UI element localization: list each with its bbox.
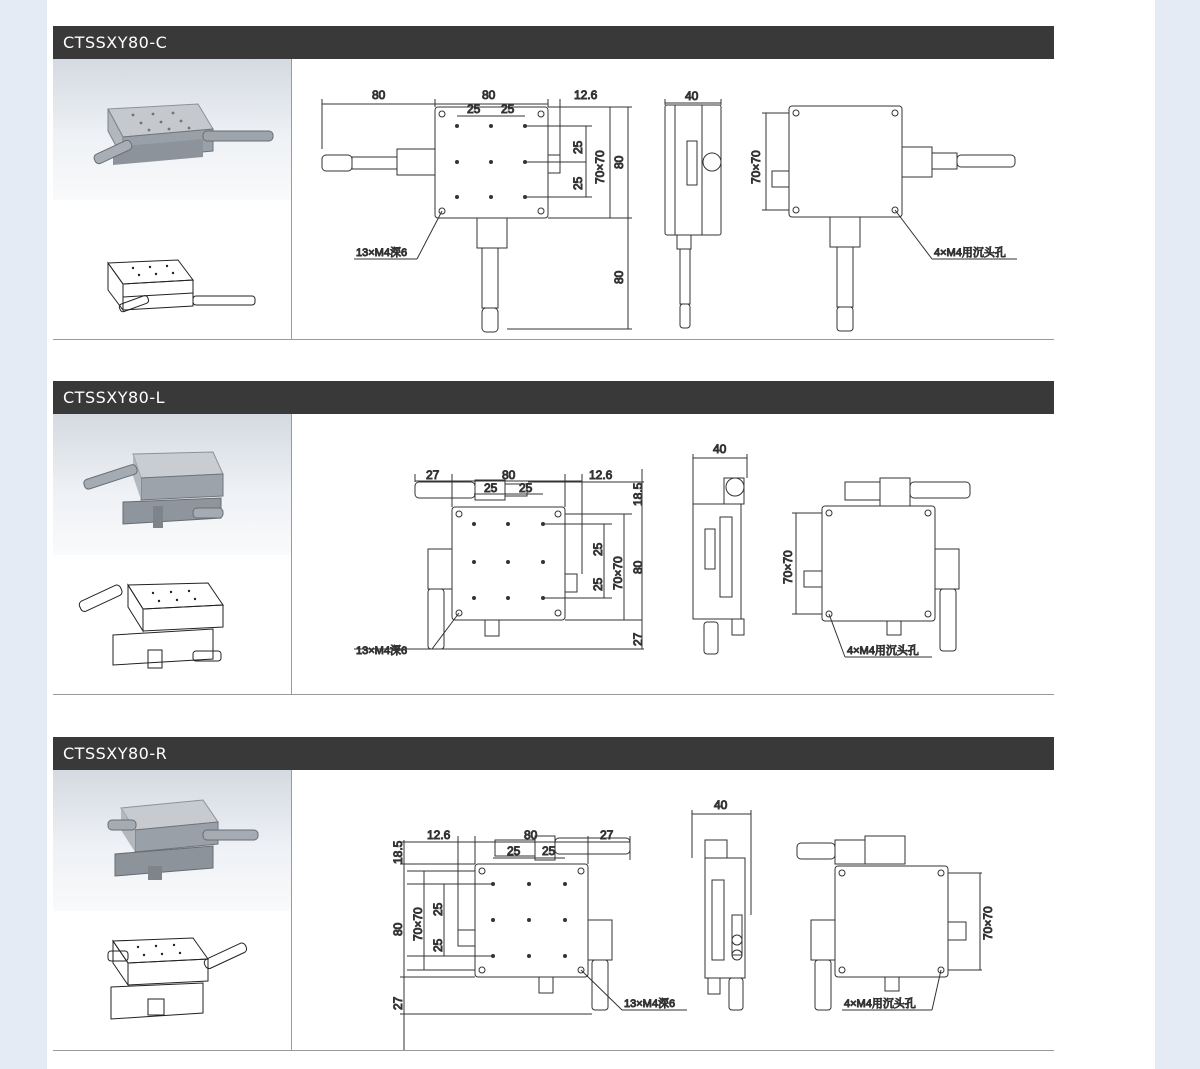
dim-bottom-offset: 27 xyxy=(391,996,405,1010)
dim-side-thickness: 40 xyxy=(713,442,727,456)
stage-line-drawing-icon xyxy=(53,555,291,695)
section-title: CTSSXY80-R xyxy=(63,744,168,763)
stage-photo-icon xyxy=(53,770,291,911)
section-title: CTSSXY80-C xyxy=(63,33,168,52)
dim-plate-height: 80 xyxy=(612,155,626,169)
note-mount-holes: 4×M4用沉头孔 xyxy=(847,645,919,657)
dim-hole-pitch-a: 25 xyxy=(507,844,521,858)
dim-right-pattern: 70×70 xyxy=(981,906,995,940)
note-tapped-holes: 13×M4深6 xyxy=(356,645,408,657)
note-tapped-holes: 13×M4深6 xyxy=(356,247,408,259)
dim-right-width: 27 xyxy=(600,828,614,842)
stage-photo-icon xyxy=(53,59,291,200)
stage-photo-icon xyxy=(53,414,291,555)
dim-plate-width: 80 xyxy=(524,828,538,842)
note-mount-holes: 4×M4用沉头孔 xyxy=(934,247,1006,259)
dimension-drawing xyxy=(292,414,1054,695)
dim-offset: 12.6 xyxy=(589,468,613,482)
dim-left-offset: 12.6 xyxy=(427,828,451,842)
dim-mount-pattern: 70×70 xyxy=(611,556,625,590)
section-header xyxy=(53,737,1054,770)
dim-side-thickness: 40 xyxy=(714,798,728,812)
dim-left-width: 27 xyxy=(426,468,440,482)
dim-v-pitch-a: 25 xyxy=(431,902,445,916)
dim-plate-height: 80 xyxy=(631,560,645,574)
product-section-c xyxy=(53,26,1054,340)
dim-top-offset: 18.5 xyxy=(391,840,405,864)
dim-v-pitch-b: 25 xyxy=(571,176,585,190)
section-bottom-rule xyxy=(53,694,1054,695)
dim-plate-width: 80 xyxy=(482,88,496,102)
product-section-r xyxy=(53,737,1054,1051)
dim-v-pitch-a: 25 xyxy=(591,542,605,556)
stage-line-drawing-icon xyxy=(53,911,291,1051)
dim-offset: 12.6 xyxy=(574,88,598,102)
dim-v-pitch-a: 25 xyxy=(571,140,585,154)
dim-left-width: 80 xyxy=(372,88,386,102)
dim-right-pattern: 70×70 xyxy=(749,150,763,184)
dim-micrometer-length: 80 xyxy=(612,270,626,284)
dim-hole-pitch-a: 25 xyxy=(467,102,481,116)
dim-mount-pattern: 70×70 xyxy=(411,907,425,941)
note-tapped-holes: 13×M4深6 xyxy=(624,998,676,1010)
section-bottom-rule xyxy=(53,1050,1054,1051)
stage-line-drawing-icon xyxy=(53,200,291,340)
dim-plate-width: 80 xyxy=(502,468,516,482)
dim-side-thickness: 40 xyxy=(685,89,699,103)
dim-top-offset: 18.5 xyxy=(631,482,645,506)
section-bottom-rule xyxy=(53,339,1054,340)
dim-v-pitch-b: 25 xyxy=(431,938,445,952)
dim-mount-pattern: 70×70 xyxy=(593,150,607,184)
dimension-drawing xyxy=(292,59,1054,340)
section-title: CTSSXY80-L xyxy=(63,388,166,407)
dim-right-pattern: 70×70 xyxy=(781,550,795,584)
dim-plate-height: 80 xyxy=(391,922,405,936)
note-mount-holes: 4×M4用沉头孔 xyxy=(844,998,916,1010)
dimension-drawing xyxy=(292,770,1054,1051)
dim-v-pitch-b: 25 xyxy=(591,577,605,591)
section-header xyxy=(53,381,1054,414)
micrometer-icon xyxy=(322,155,352,171)
dim-hole-pitch-b: 25 xyxy=(542,844,556,858)
dim-bottom-offset: 27 xyxy=(631,632,645,646)
product-section-l xyxy=(53,381,1054,695)
dim-hole-pitch-a: 25 xyxy=(484,481,498,495)
dim-hole-pitch-b: 25 xyxy=(519,481,533,495)
dim-hole-pitch-b: 25 xyxy=(501,102,515,116)
section-header xyxy=(53,26,1054,59)
